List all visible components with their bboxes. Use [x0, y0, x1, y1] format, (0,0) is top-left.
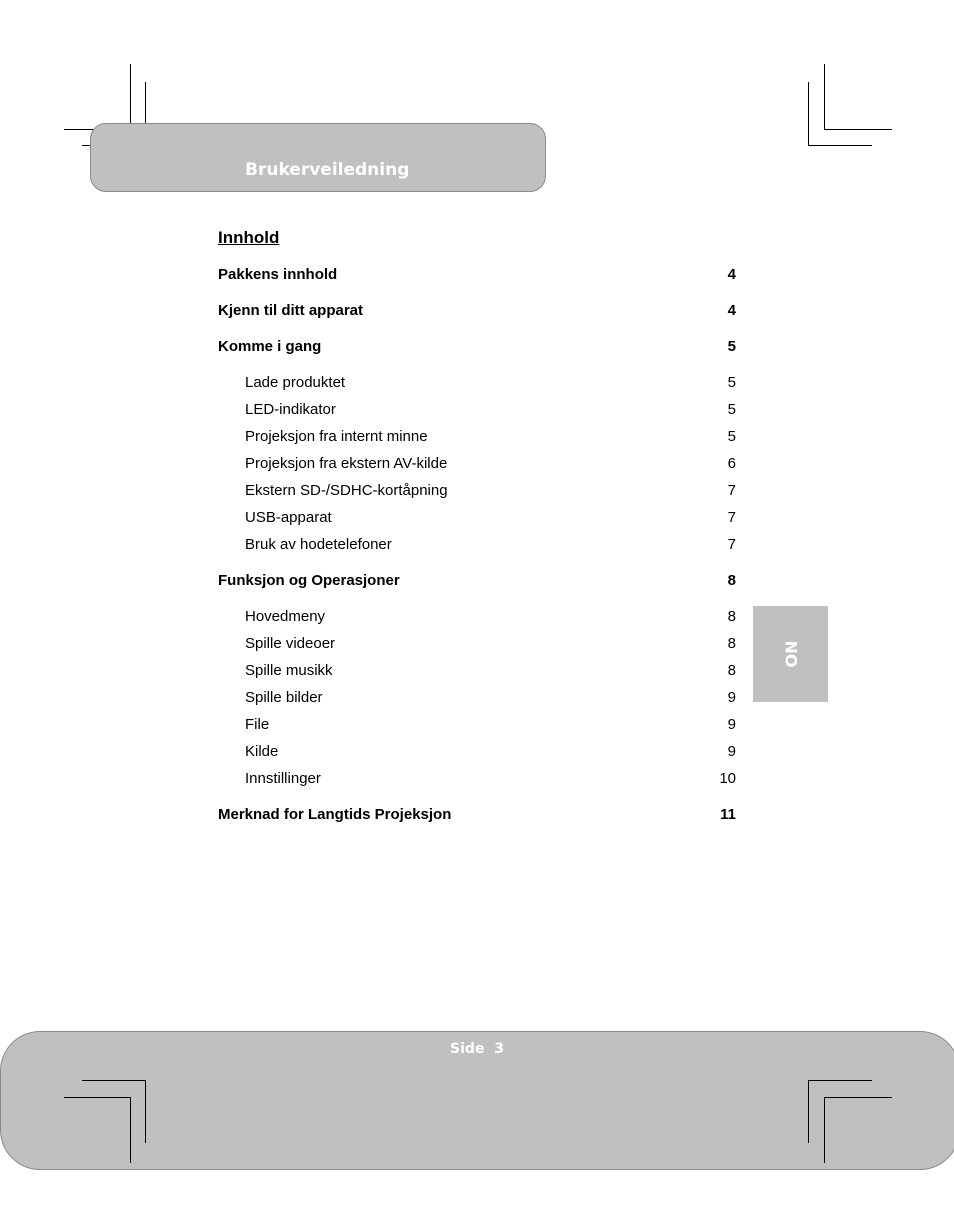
- table-of-contents: [218, 262, 736, 824]
- toc-section-row: [218, 302, 736, 320]
- toc-entry-label: Ekstern SD-/SDHC-kortåpning: [245, 482, 448, 499]
- toc-entry-label: Spille videoer: [245, 635, 336, 652]
- crop-mark: [130, 64, 131, 129]
- toc-subsection-row: [218, 509, 736, 527]
- toc-section-row: [218, 338, 736, 356]
- toc-entry-label: Bruk av hodetelefoner: [245, 536, 392, 553]
- toc-entry-page: 4: [727, 302, 736, 319]
- toc-subsection-row: [218, 608, 736, 626]
- toc-entry-page: 8: [727, 635, 736, 652]
- toc-heading: Innhold: [218, 228, 280, 247]
- toc-entry-label: Spille bilder: [245, 689, 323, 706]
- language-label: NO: [781, 640, 800, 668]
- toc-subsection-row: [218, 716, 736, 734]
- toc-entry-label: Projeksjon fra internt minne: [245, 428, 428, 445]
- crop-mark: [64, 1097, 130, 1098]
- toc-subsection-row: [218, 635, 736, 653]
- toc-entry-page: 9: [727, 716, 736, 733]
- toc-entry-page: 7: [727, 536, 736, 553]
- toc-entry-label: Pakkens innhold: [218, 266, 338, 283]
- toc-entry-page: 5: [727, 374, 736, 391]
- toc-entry-page: 11: [720, 806, 736, 823]
- toc-entry-page: 9: [727, 743, 736, 760]
- toc-entry-label: Komme i gang: [218, 338, 322, 355]
- toc-entry-page: 10: [719, 770, 736, 787]
- toc-section-row: [218, 806, 736, 824]
- toc-entry-page: 5: [727, 401, 736, 418]
- toc-subsection-row: [218, 482, 736, 500]
- language-tab: [753, 606, 828, 702]
- toc-entry-label: Funksjon og Operasjoner: [218, 572, 400, 589]
- toc-entry-label: LED-indikator: [245, 401, 336, 418]
- toc-subsection-row: [218, 428, 736, 446]
- toc-subsection-row: [218, 689, 736, 707]
- toc-subsection-row: [218, 662, 736, 680]
- toc-entry-label: Hovedmeny: [245, 608, 326, 625]
- toc-entry-page: 5: [727, 338, 736, 355]
- crop-mark: [145, 1080, 146, 1143]
- toc-entry-page: 5: [727, 428, 736, 445]
- crop-mark: [82, 1080, 145, 1081]
- crop-mark: [824, 129, 892, 130]
- toc-entry-page: 8: [727, 608, 736, 625]
- crop-mark: [824, 64, 825, 129]
- toc-entry-label: Innstillinger: [245, 770, 321, 787]
- crop-mark: [808, 1080, 809, 1143]
- crop-mark: [808, 1080, 872, 1081]
- toc-entry-page: 7: [727, 509, 736, 526]
- toc-entry-page: 7: [727, 482, 736, 499]
- toc-entry-page: 4: [727, 266, 736, 283]
- toc-entry-page: 9: [727, 689, 736, 706]
- crop-mark: [824, 1097, 825, 1163]
- toc-entry-label: USB-apparat: [245, 509, 332, 526]
- toc-section-row: [218, 266, 736, 284]
- header-panel: [90, 123, 546, 192]
- toc-subsection-row: [218, 536, 736, 554]
- toc-subsection-row: [218, 455, 736, 473]
- toc-entry-label: Projeksjon fra ekstern AV-kilde: [245, 455, 448, 472]
- toc-entry-label: Kilde: [245, 743, 279, 760]
- page-number: Side 3: [450, 1041, 504, 1057]
- toc-entry-label: Lade produktet: [245, 374, 346, 391]
- crop-mark: [808, 145, 872, 146]
- toc-subsection-row: [218, 770, 736, 788]
- toc-entry-label: Merknad for Langtids Projeksjon: [218, 806, 452, 823]
- toc-subsection-row: [218, 374, 736, 392]
- toc-entry-page: 8: [727, 572, 736, 589]
- toc-entry-label: File: [245, 716, 270, 733]
- crop-mark: [824, 1097, 892, 1098]
- toc-entry-page: 8: [727, 662, 736, 679]
- toc-section-row: [218, 572, 736, 590]
- toc-subsection-row: [218, 743, 736, 761]
- toc-entry-label: Kjenn til ditt apparat: [218, 302, 364, 319]
- crop-mark: [808, 82, 809, 145]
- toc-entry-page: 6: [727, 455, 736, 472]
- crop-mark: [130, 1097, 131, 1163]
- toc-subsection-row: [218, 401, 736, 419]
- header-title: Brukerveiledning: [245, 160, 410, 180]
- toc-entry-label: Spille musikk: [245, 662, 333, 679]
